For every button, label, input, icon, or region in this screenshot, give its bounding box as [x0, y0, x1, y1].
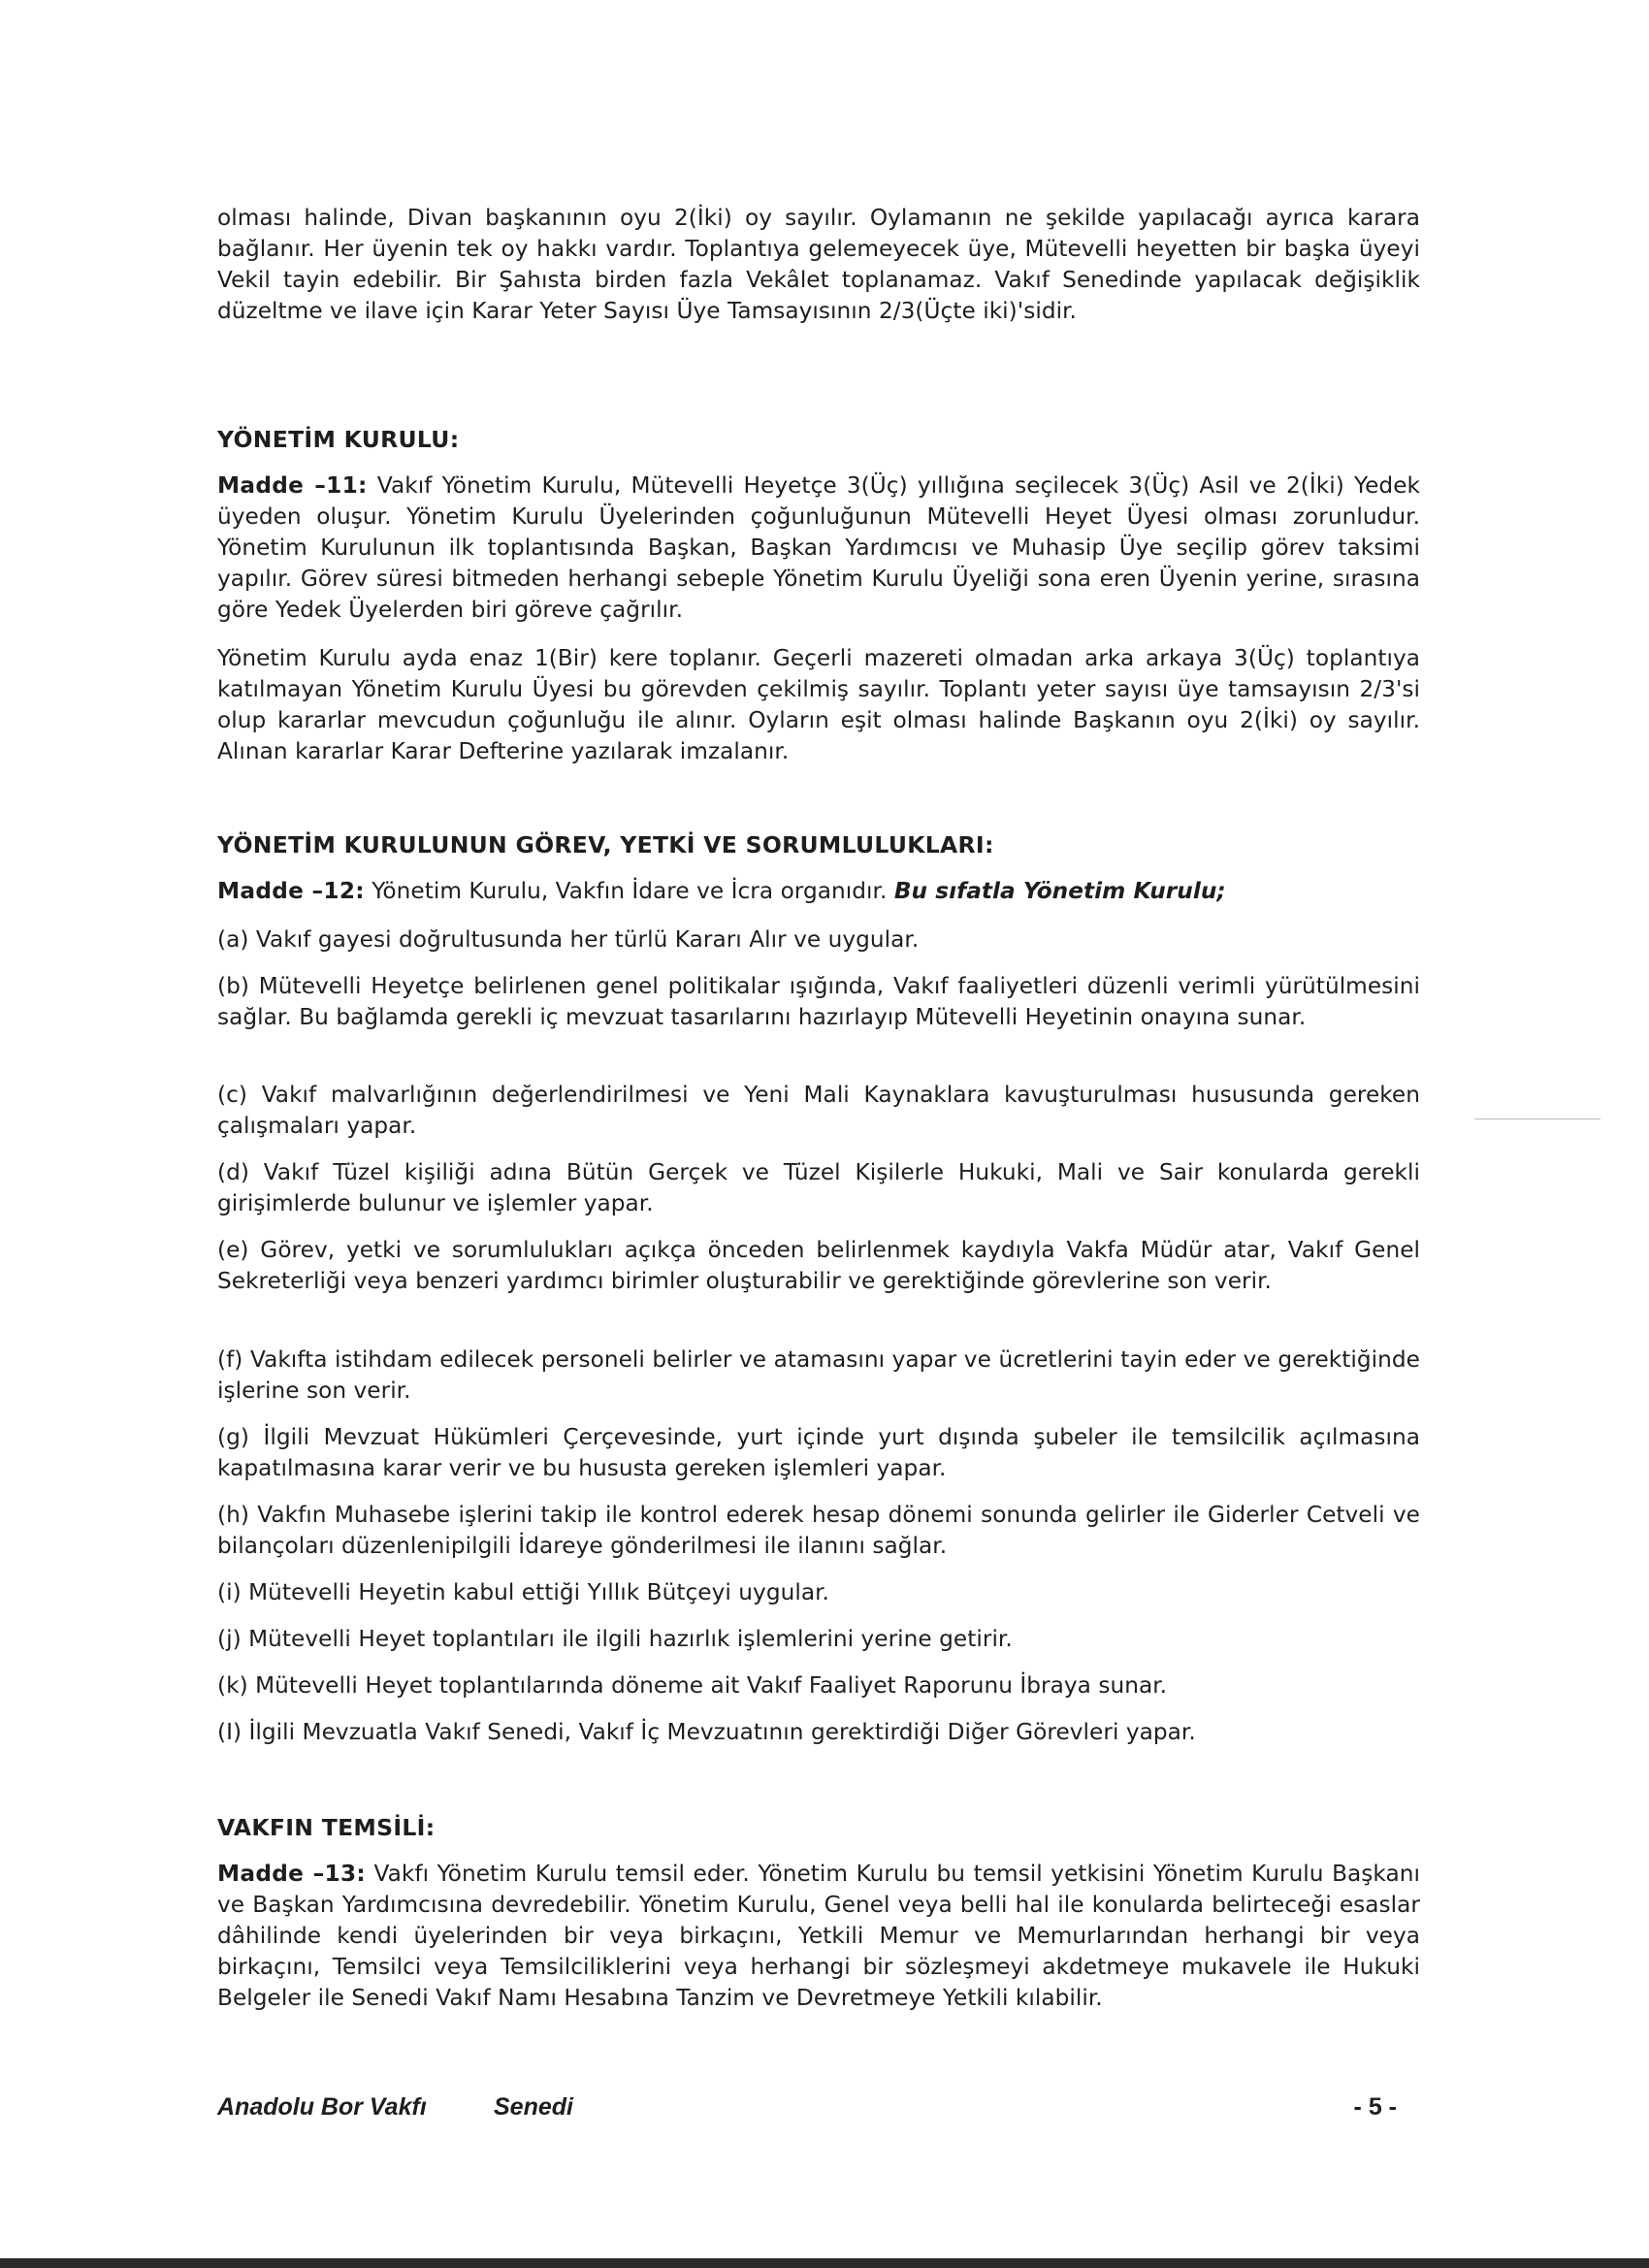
madde-11-label: Madde –11:	[217, 472, 368, 499]
section-13-heading: VAKFIN TEMSİLİ:	[217, 1814, 436, 1841]
footer-organization: Anadolu Bor Vakfı	[217, 2093, 427, 2121]
footer-document-name: Senedi	[494, 2093, 573, 2121]
list-item-d: (d) Vakıf Tüzel kişiliği adına Bütün Gerçek ve Tüzel Kişilerle Hukuki, Mali ve Sair konularda gerekli girişimlerde bulunur ve işlemler yapar.	[217, 1159, 1420, 1216]
list-item-e: (e) Görev, yetki ve sorumlulukları açıkça önceden belirlenmek kaydıyla Vakfa Müdür atar, Vakıf Genel Sekreterliği veya benzeri yardımcı birimler oluşturabilir ve gerektiğinde görevlerine son verir.	[217, 1237, 1420, 1294]
section-12-intro-text: Yönetim Kurulu, Vakfın İdare ve İcra organıdır.	[372, 878, 888, 904]
section-11-paragraph-1-text: Vakıf Yönetim Kurulu, Mütevelli Heyetçe 3(Üç) yıllığına seçilecek 3(Üç) Asil ve 2(İki) Yedek üyeden oluşur. Yönetim Kurulu Üyelerinden çoğunluğunun Mütevelli Heyet Üyesi olması zorunludur. Yönetim Kurulunun ilk toplantısında Başkan, Başkan Yardımcısı ve Muhasip Üye seçilip görev taksimi yapılır. Görev süresi bitmeden herhangi sebeple Yönetim Kurulu Üyeliği sona eren Üyenin yerine, sırasına göre Yedek Üyelerden biri göreve çağrılır.	[217, 472, 1420, 623]
list-item-g: (g) İlgili Mevzuat Hükümleri Çerçevesinde, yurt içinde yurt dışında şubeler ile temsilcilik açılmasına kapatılmasına karar verir ve bu hususta gereken işlemleri yapar.	[217, 1424, 1420, 1481]
list-item-b: (b) Mütevelli Heyetçe belirlenen genel politikalar ışığında, Vakıf faaliyetleri düzenli verimli yürütülmesini sağlar. Bu bağlamda gerekli iç mevzuat tasarılarını hazırlayıp Mütevelli Heyetinin onayına sunar.	[217, 973, 1420, 1030]
list-item-a: (a) Vakıf gayesi doğrultusunda her türlü Kararı Alır ve uygular.	[217, 926, 920, 953]
scan-bottom-edge	[0, 2258, 1649, 2268]
section-12-heading: YÖNETİM KURULUNUN GÖREV, YETKİ VE SORUMLULUKLARI:	[217, 831, 994, 859]
section-11-paragraph-2: Yönetim Kurulu ayda enaz 1(Bir) kere toplanır. Geçerli mazereti olmadan arka arkaya 3(Üç) toplantıya katılmayan Yönetim Kurulu Üyesi bu görevden çekilmiş sayılır. Toplantı yeter sayısı üye tamsayısın 2/3'si olup kararlar mevcudun çoğunluğu ile alınır. Oyların eşit olması halinde Başkanın oyu 2(İki) oy sayılır. Alınan kararlar Karar Defterine yazılarak imzalanır.	[217, 645, 1420, 764]
intro-paragraph: olması halinde, Divan başkanının oyu 2(İki) oy sayılır. Oylamanın ne şekilde yapılacağı ayrıca karara bağlanır. Her üyenin tek oy hakkı vardır. Toplantıya gelemeyecek üye, Mütevelli heyetten bir başka üyeyi Vekil tayin edebilir. Bir Şahısta birden fazla Vekâlet toplanamaz. Vakıf Senedinde yapılacak değişiklik düzeltme ve ilave için Karar Yeter Sayısı Üye Tamsayısının 2/3(Üçte iki)'sidir.	[217, 205, 1420, 324]
list-item-f: (f) Vakıfta istihdam edilecek personeli belirler ve atamasını yapar ve ücretlerini tayin eder ve gerektiğinde işlerine son verir.	[217, 1346, 1420, 1404]
page-footer	[217, 2091, 1397, 2122]
list-item-i: (i) Mütevelli Heyetin kabul ettiği Yıllık Bütçeyi uygular.	[217, 1579, 829, 1605]
section-12-intro	[217, 876, 1420, 907]
scan-artifact-line	[1474, 1118, 1600, 1119]
page-number: - 5 -	[1353, 2093, 1397, 2121]
section-13-paragraph	[217, 1859, 1420, 2014]
section-13-paragraph-text: Vakfı Yönetim Kurulu temsil eder. Yönetim Kurulu bu temsil yetkisini Yönetim Kurulu Başkanı ve Başkan Yardımcısına devredebilir. Yönetim Kurulu, Genel veya belli hal ile konularda belirteceği esaslar dâhilinde kendi üyelerinden bir veya birkaçını, Yetkili Memur ve Memurlarından herhangi bir veya birkaçını, Temsilci veya Temsilciliklerini veya herhangi bir sözleşmeyi akdetmeye mukavele ile Hukuki Belgeler ile Senedi Vakıf Namı Hesabına Tanzim ve Devretmeye Yetkili kılabilir.	[217, 1861, 1420, 2011]
section-12-emphasis: Bu sıfatla Yönetim Kurulu;	[893, 878, 1226, 904]
section-11-paragraph-1	[217, 470, 1420, 626]
list-item-j: (j) Mütevelli Heyet toplantıları ile ilgili hazırlık işlemlerini yerine getirir.	[217, 1626, 1013, 1652]
list-item-k: (k) Mütevelli Heyet toplantılarında döneme ait Vakıf Faaliyet Raporunu İbraya sunar.	[217, 1672, 1168, 1699]
list-item-h: (h) Vakfın Muhasebe işlerini takip ile kontrol ederek hesap dönemi sonunda gelirler ile Giderler Cetveli ve bilançoları düzenlenipilgili İdareye gönderilmesi ile ilanını sağlar.	[217, 1502, 1420, 1559]
list-item-c: (c) Vakıf malvarlığının değerlendirilmesi ve Yeni Mali Kaynaklara kavuşturulması hususunda gereken çalışmaları yapar.	[217, 1082, 1420, 1139]
madde-13-label: Madde –13:	[217, 1861, 366, 1887]
section-11-heading: YÖNETİM KURULU:	[217, 426, 460, 453]
madde-12-label: Madde –12:	[217, 878, 365, 904]
list-item-l: (I) İlgili Mevzuatla Vakıf Senedi, Vakıf İç Mevzuatının gerektirdiği Diğer Görevleri yapar.	[217, 1719, 1196, 1745]
